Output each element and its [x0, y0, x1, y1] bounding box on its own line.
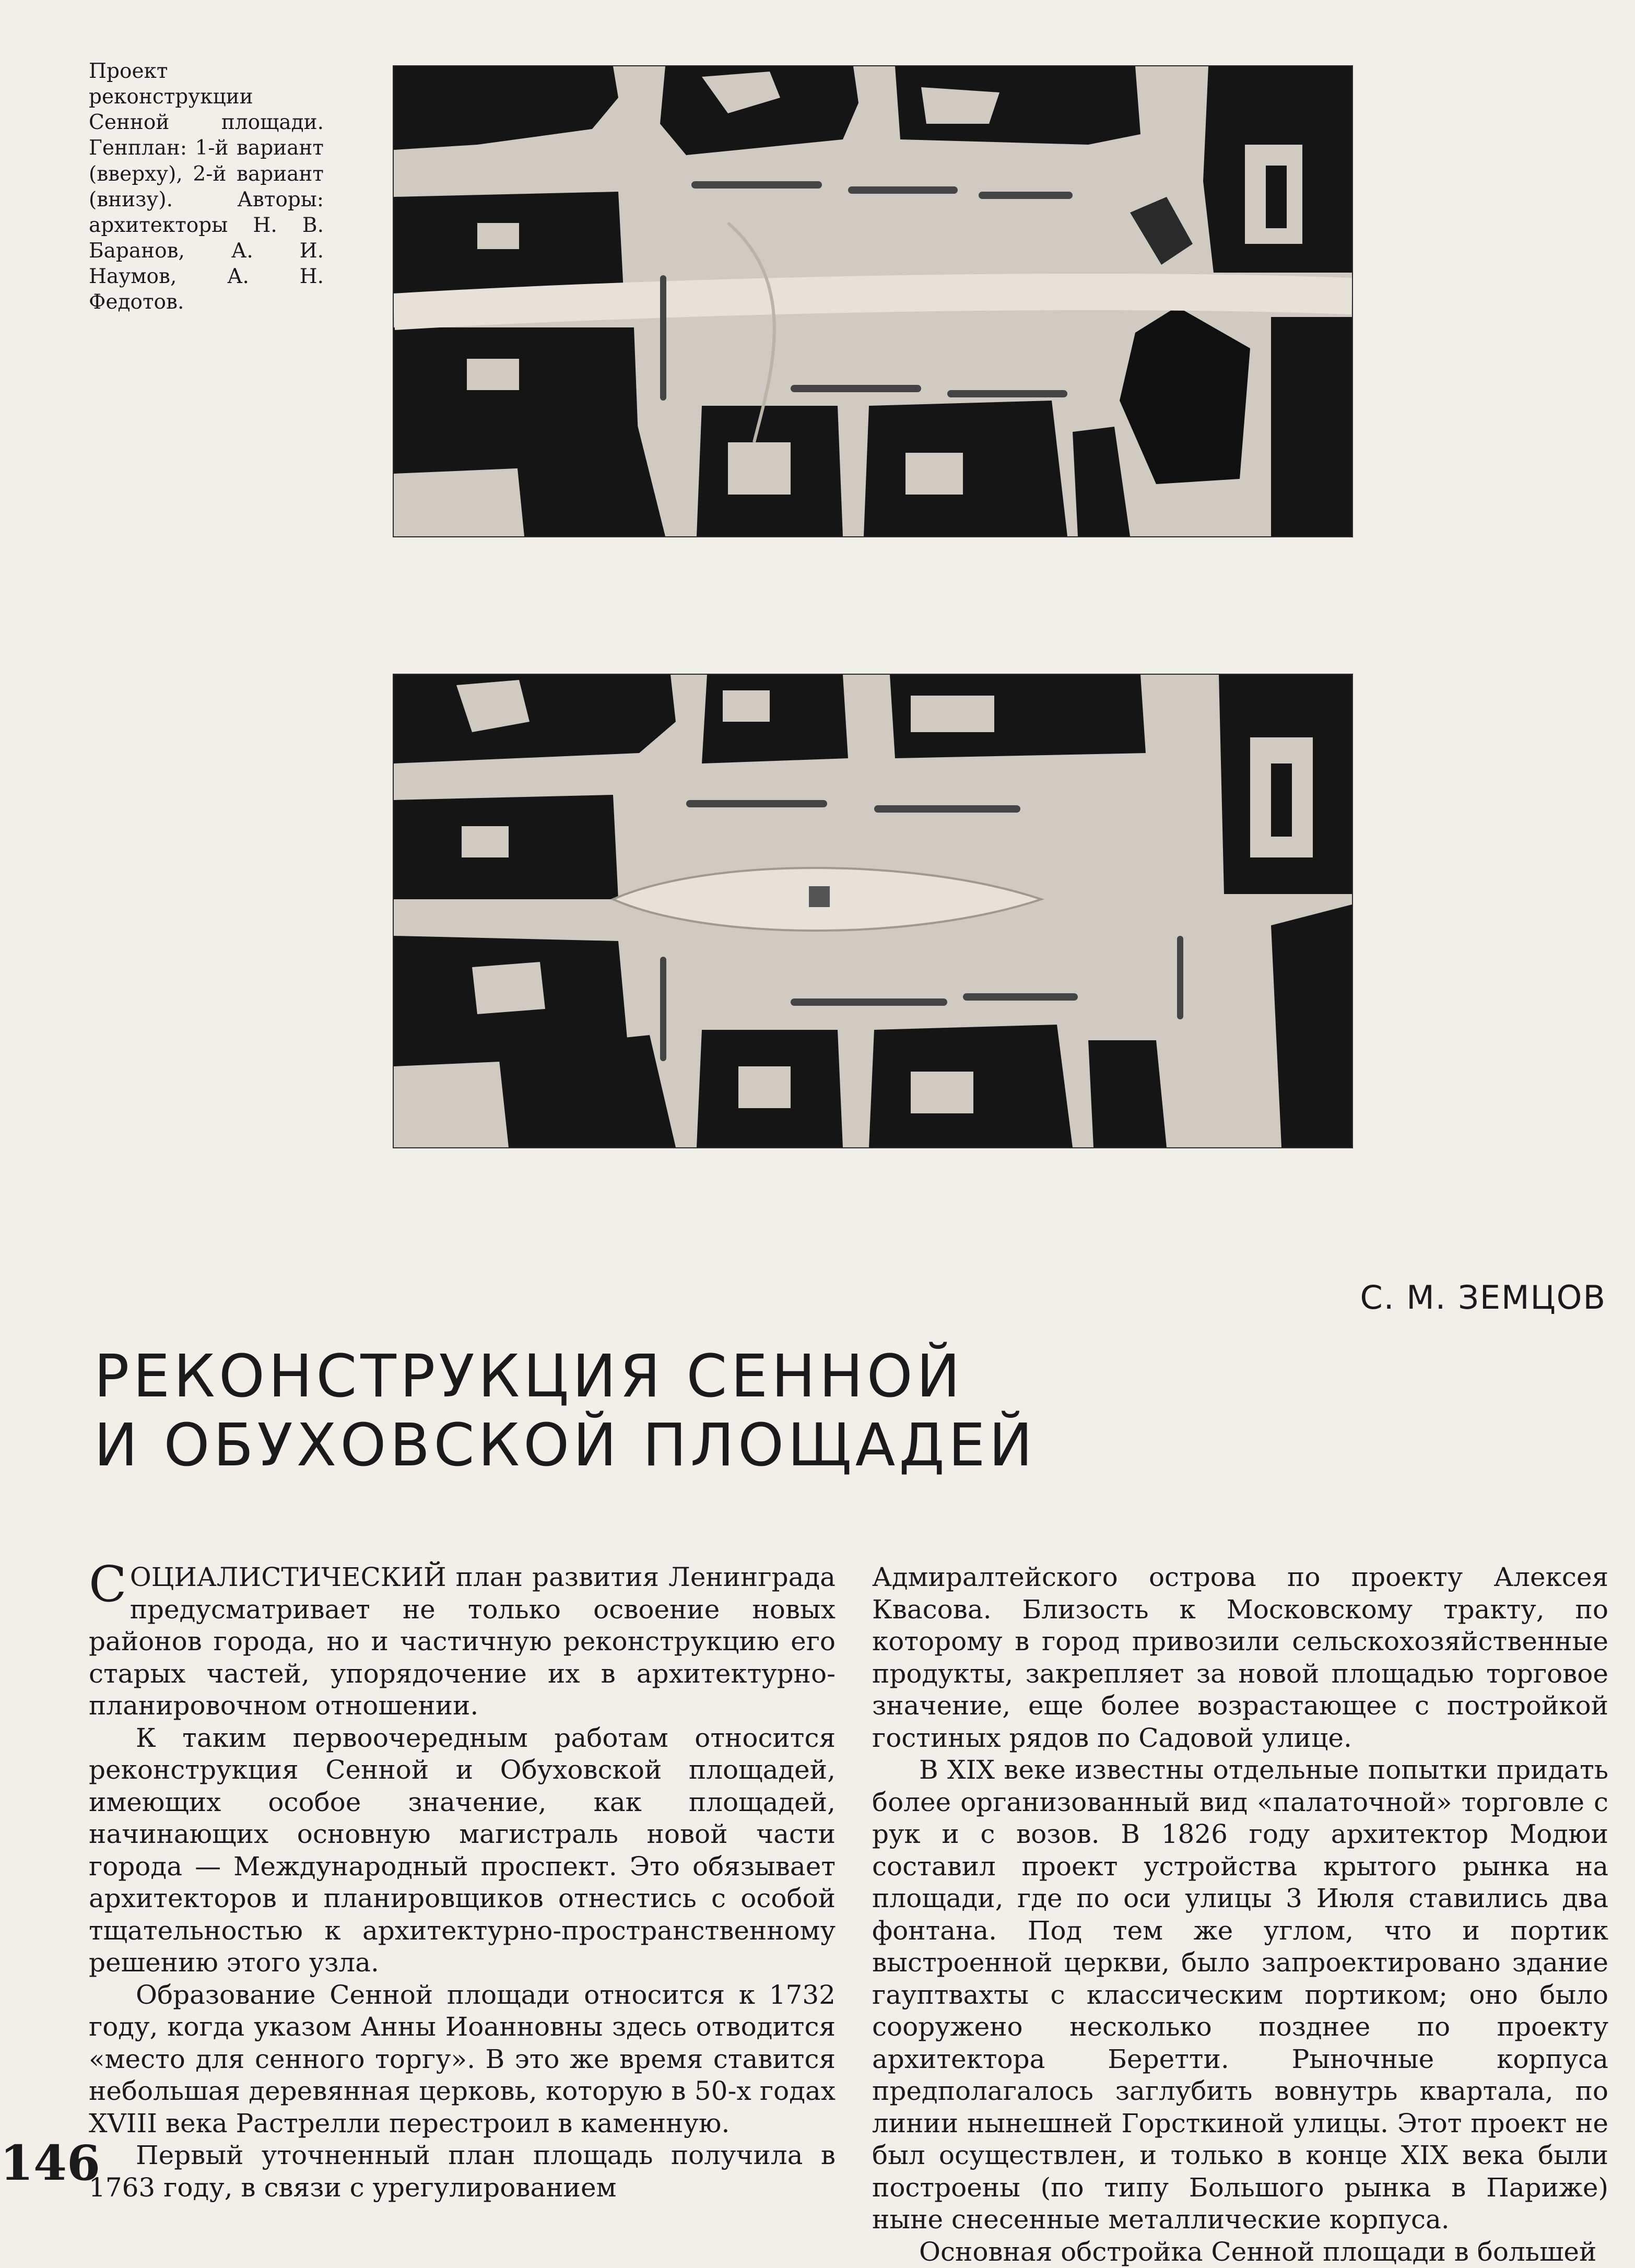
site-plan-variant-2 — [393, 674, 1353, 1148]
site-plan-variant-1 — [393, 65, 1353, 537]
page-number: 146 — [0, 2135, 100, 2191]
article-title — [94, 1342, 1347, 1480]
paragraph-1 — [89, 1561, 836, 1722]
site-plan-variant-2-drawing — [394, 675, 1352, 1147]
paragraph-2: К таким первоочередным работам относится реконструкция Сенной и Обуховской площадей, имеющих особое значение, как площадей, начинающих основную магистраль новой части города — Международный проспект. Это обязывает архитекторов и планировщиков отнестись с особой тщательностью к архитектурно-пространственному решению этого узла. — [89, 1722, 836, 1979]
text-column-left — [89, 1561, 836, 2204]
paragraph-5: В XIX веке известны отдельные попытки придать более организованный вид «палаточной» торговле с рук и с возов. В 1826 году архитектор Модюи составил проект устройства крытого рынка на площади, где по оси улицы 3 Июля ставились два фонтана. Под тем же углом, что и портик выстроенной церкви, было запроектировано здание гауптвахты с классическим портиком; оно было сооружено несколько позднее по проекту архитектора Беретти. Рыночные корпуса предполагалось заглубить вовнутрь квартала, по линии нынешней Горсткиной улицы. Этот проект не был осуществлен, и только в конце XIX века были построены (по типу Большого рынка в Париже) ныне снесенные металлические корпуса. — [872, 1754, 1608, 2236]
text-column-right — [872, 1561, 1608, 2268]
paragraph-6: Основная обстройка Сенной площади в большей — [872, 2236, 1608, 2268]
title-line-2: И ОБУХОВСКОЙ ПЛОЩАДЕЙ — [94, 1411, 1347, 1480]
site-plan-variant-1-drawing — [394, 66, 1352, 536]
paragraph-4-continued: Адмиралтейского острова по проекту Алексея Квасова. Близость к Московскому тракту, по которому в город привозили сельскохозяйственные продукты, закрепляет за новой площадью торговое значение, еще более возрастающее с постройкой гостиных рядов по Садовой улице. — [872, 1561, 1608, 1754]
figure-caption: Проект реконструкции Сенной площади. Генплан: 1-й вариант (вверху), 2-й вариант (внизу). Авторы: архитекторы Н. В. Баранов, А. И. Наумов, А. Н. Федотов. — [89, 58, 324, 315]
drop-cap: С — [89, 1565, 127, 1604]
title-line-1: РЕКОНСТРУКЦИЯ СЕННОЙ — [94, 1342, 1347, 1411]
paragraph-1-text: ОЦИАЛИСТИЧЕСКИЙ план развития Ленинграда предусматривает не только освоение новых районов города, но и частичную реконструкцию его старых частей, упорядочение их в архитектурно-планировочном отношении. — [89, 1562, 836, 1721]
paragraph-3: Образование Сенной площади относится к 1732 году, когда указом Анны Иоанновны здесь отводится «место для сенного торгу». В это же время ставится небольшая деревянная церковь, которую в 50-х годах XVIII века Растрелли перестроил в каменную. — [89, 1979, 836, 2140]
paragraph-4: Первый уточненный план площадь получила в 1763 году, в связи с урегулированием — [89, 2140, 836, 2204]
article-author: С. М. ЗЕМЦОВ — [1360, 1278, 1606, 1317]
